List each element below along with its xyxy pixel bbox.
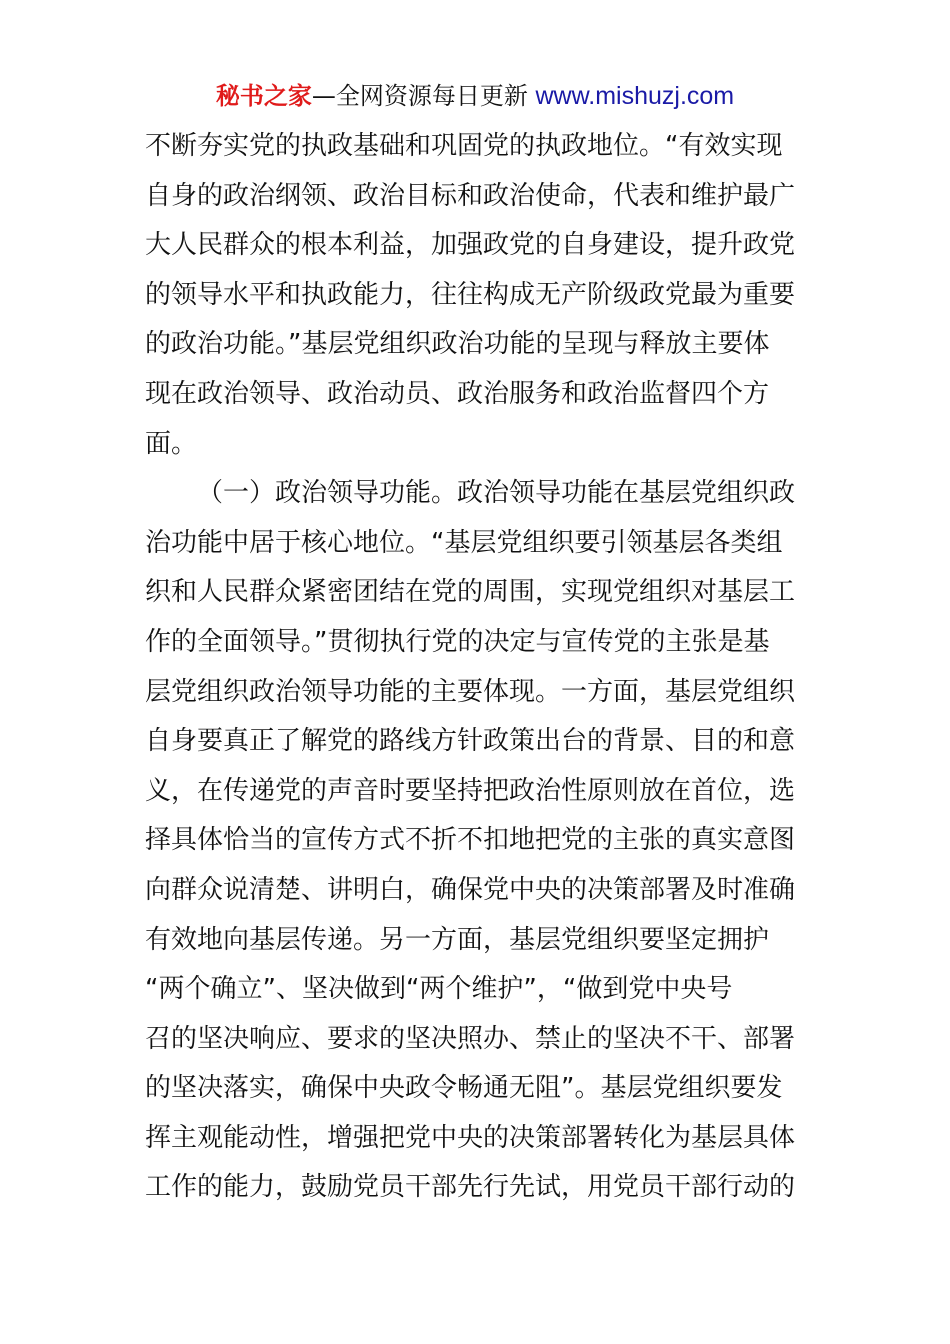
text-line: 自身的政治纲领、政治目标和政治使命，代表和维护最广 [145,180,796,211]
page-header [0,80,950,112]
site-url-link[interactable]: www.mishuzj.com [535,82,735,110]
text-line: 不断夯实党的执政基础和巩固党的执政地位。“有效实现 [145,131,783,161]
text-line: 织和人民群众紧密团结在党的周围，实现党组织对基层工 [145,577,796,608]
text-line: 自身要真正了解党的路线方针政策出台的背景、目的和意 [145,726,796,757]
text-line: 的领导水平和执政能力，往往构成无产阶级政党最为重要 [145,279,796,310]
document-body [145,122,810,1213]
text-line: 现在政治领导、政治动员、政治服务和政治监督四个方 [145,378,770,409]
site-slogan: —全网资源每日更新 [311,82,536,110]
text-line: 义，在传递党的声音时要坚持把政治性原则放在首位，选 [145,775,796,806]
text-line: 的坚决落实，确保中央政令畅通无阻”。基层党组织要发 [145,1073,783,1104]
site-brand: 秘书之家 [215,82,312,110]
text-line: 择具体恰当的宣传方式不折不扣地把党的主张的真实意图 [145,825,796,856]
text-line: 作的全面领导。”贯彻执行党的决定与宣传党的主张是基 [145,626,770,657]
text-line: 的政治功能。”基层党组织政治功能的呈现与释放主要体 [145,329,770,360]
text-line: 挥主观能动性，增强把党中央的决策部署转化为基层具体 [145,1122,796,1153]
text-line: 治功能中居于核心地位。“基层党组织要引领基层各类组 [145,527,783,558]
text-line: 召的坚决响应、要求的坚决照办、禁止的坚决不干、部署 [145,1023,796,1054]
text-line: 大人民群众的根本利益，加强政党的自身建设，提升政党 [145,230,796,261]
text-line: 有效地向基层传递。另一方面，基层党组织要坚定拥护 [145,924,770,955]
text-line: 工作的能力，鼓励党员干部先行先试，用党员干部行动的 [145,1172,796,1203]
text-line: “两个确立”、坚决做到“两个维护”，“做到党中央号 [145,974,733,1005]
text-line: 向群众说清楚、讲明白，确保党中央的决策部署及时准确 [145,874,796,905]
text-line: 面。 [145,428,198,459]
text-line: （一）政治领导功能。政治领导功能在基层党组织政 [197,478,796,509]
text-line: 层党组织政治领导功能的主要体现。一方面，基层党组织 [145,676,796,707]
